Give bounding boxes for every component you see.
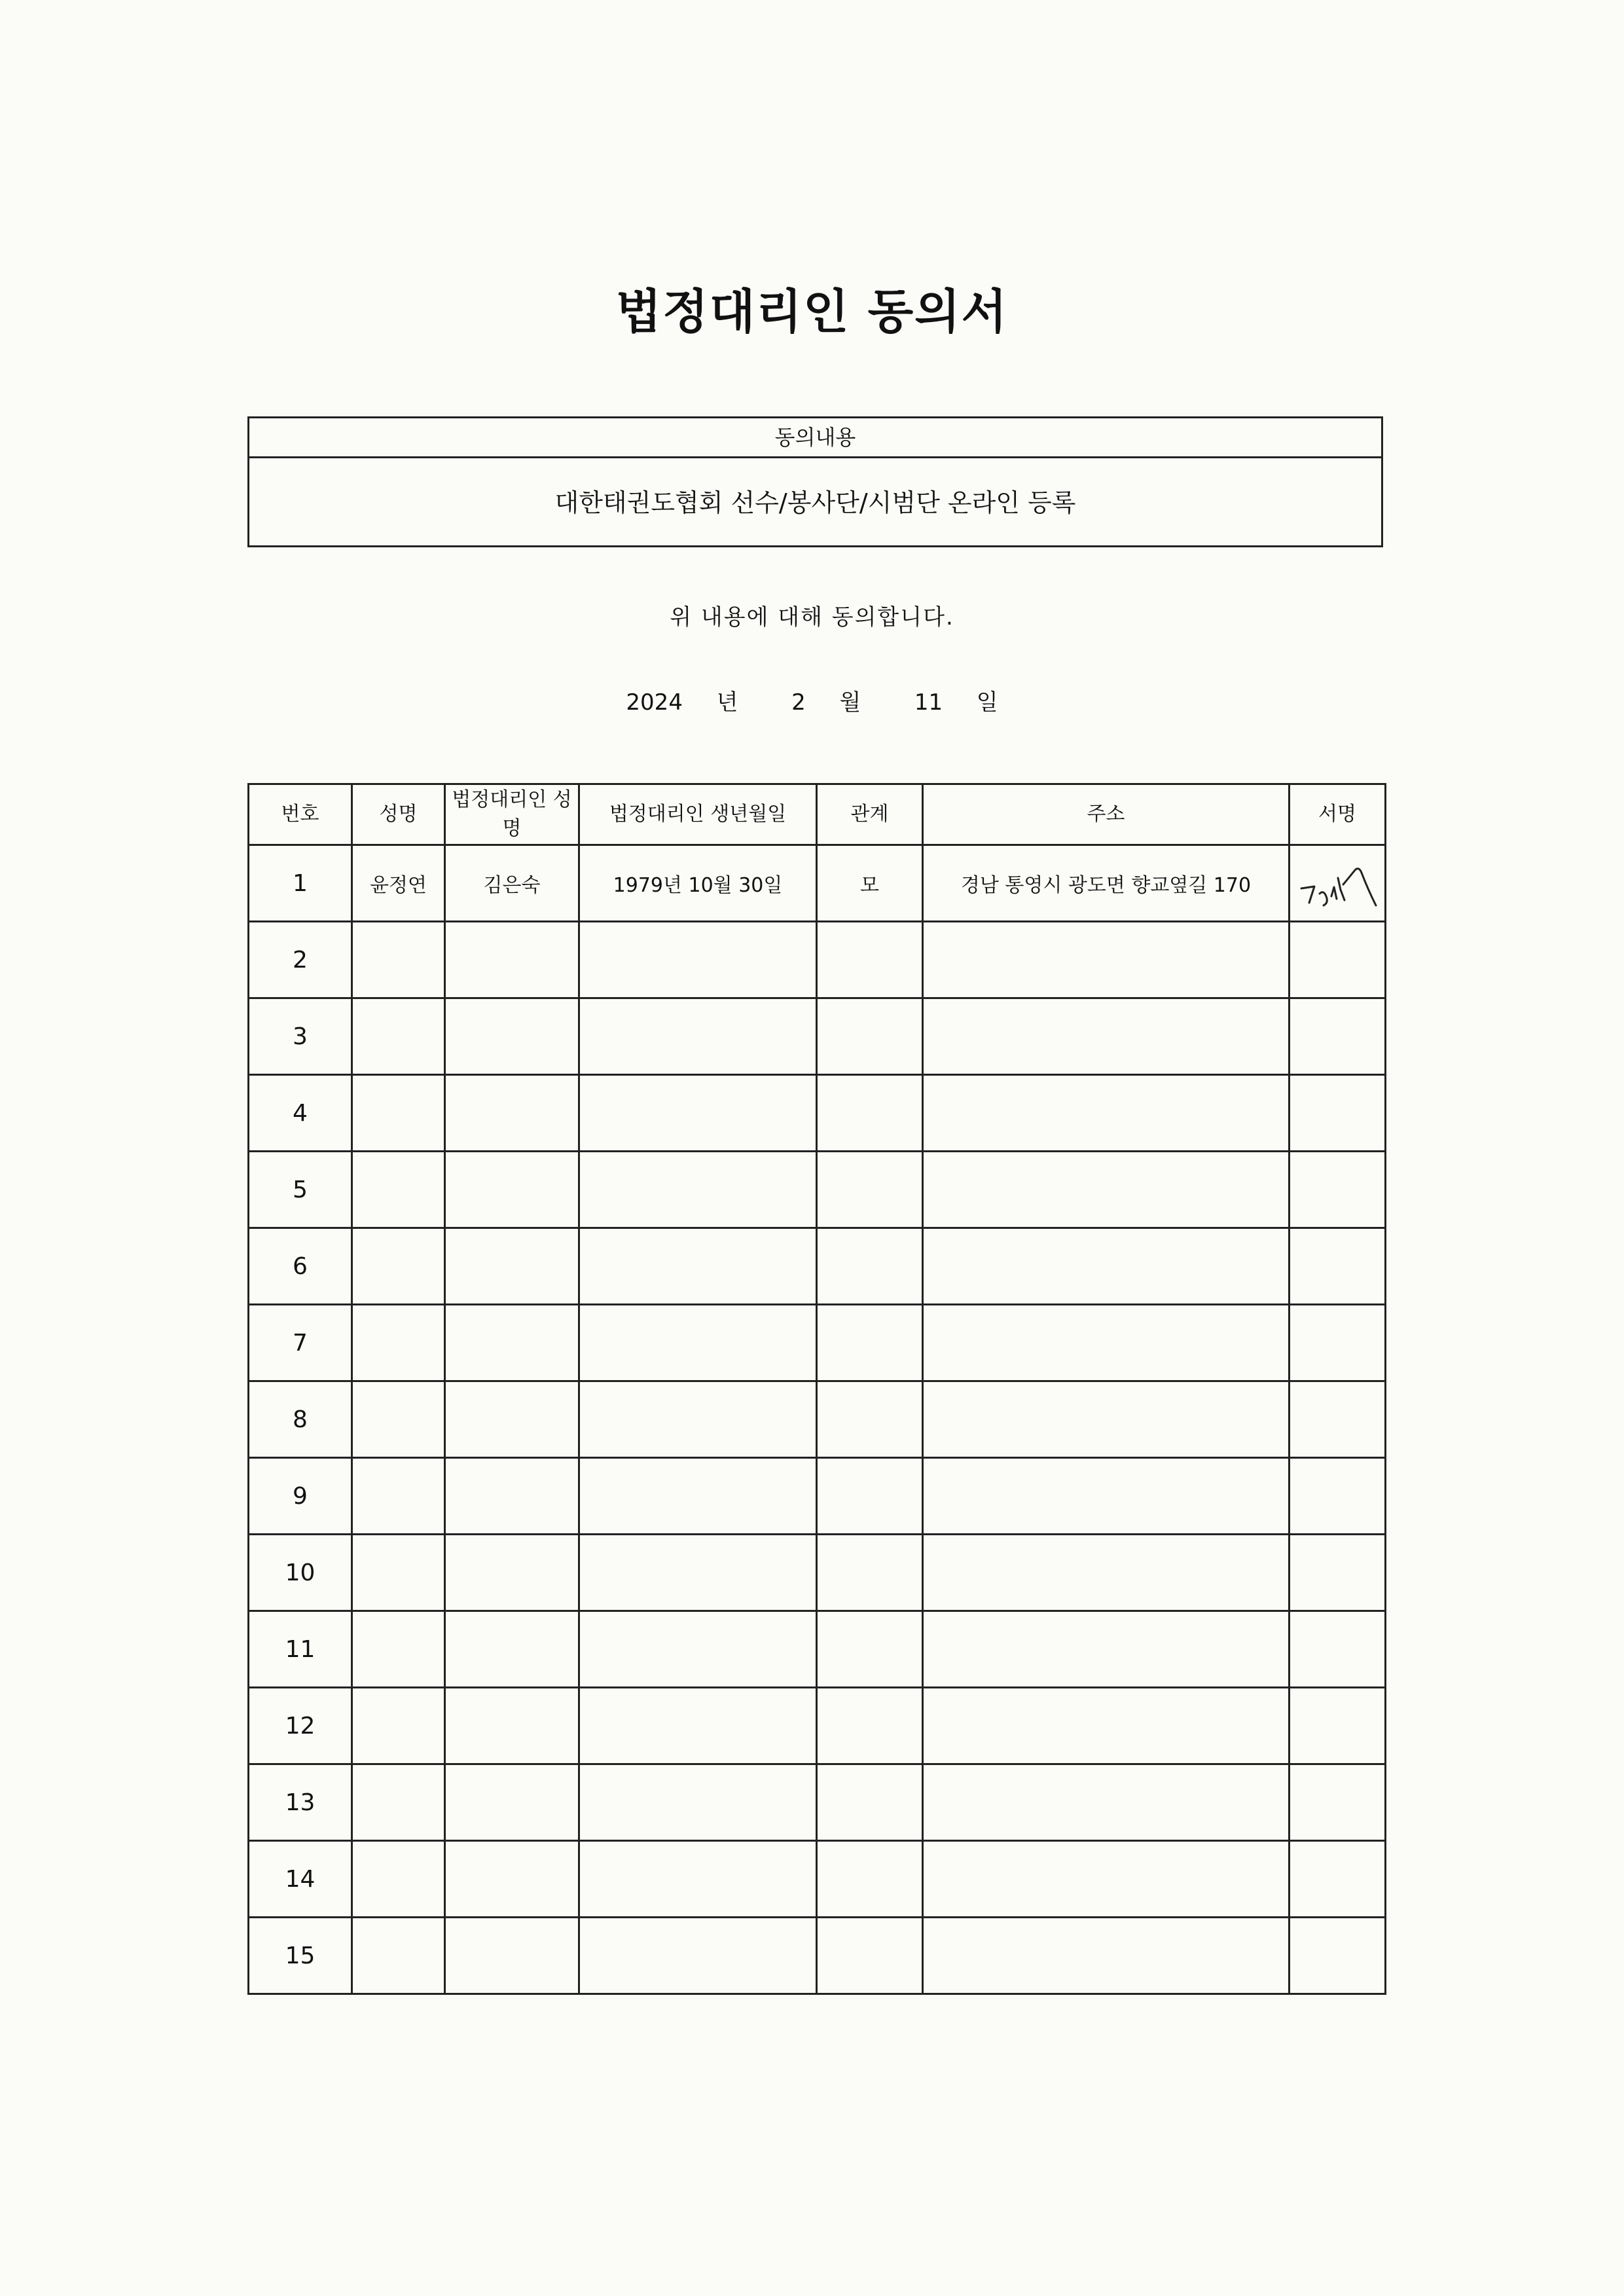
row-relation [817,1075,923,1152]
date-day: 11 [914,689,943,716]
document-title: 법정대리인 동의서 [615,283,1009,339]
table-row [249,1535,1386,1611]
header-number: 번호 [249,784,352,845]
row-guardian-name: 김은숙 [445,845,579,922]
row-relation [817,1152,923,1228]
row-name [352,922,445,998]
row-number: 3 [249,998,352,1075]
row-address [923,1918,1290,1994]
row-guardian-birth [579,1841,817,1918]
row-guardian-name [445,1228,579,1305]
date-year-unit: 년 [716,689,738,716]
agreement-statement: 위 내용에 대해 동의합니다. [670,604,954,630]
row-signature [1290,1305,1386,1381]
row-address [923,1688,1290,1764]
table-row [249,1458,1386,1535]
row-guardian-name [445,1918,579,1994]
row-guardian-birth [579,1305,817,1381]
row-signature [1290,1611,1386,1688]
date-day-unit: 일 [976,689,998,716]
row-guardian-name [445,1305,579,1381]
consent-content: 대한태권도협회 선수/봉사단/시범단 온라인 등록 [554,488,1076,517]
row-relation [817,1381,923,1458]
row-relation [817,1918,923,1994]
row-relation: 모 [817,845,923,922]
row-number: 14 [249,1841,352,1918]
handwritten-signature [1295,850,1380,916]
guardian-table [247,783,1386,1995]
row-address [923,1381,1290,1458]
row-name [352,1535,445,1611]
row-guardian-name [445,1075,579,1152]
row-signature [1290,998,1386,1075]
row-address [923,1075,1290,1152]
row-number: 15 [249,1918,352,1994]
table-row [249,1305,1386,1381]
row-relation [817,1764,923,1841]
row-guardian-birth: 1979년 10월 30일 [579,845,817,922]
row-guardian-name [445,1688,579,1764]
row-signature [1290,1764,1386,1841]
row-guardian-birth [579,1075,817,1152]
row-signature [1290,1228,1386,1305]
row-name: 윤정연 [352,845,445,922]
row-relation [817,1688,923,1764]
row-address [923,1228,1290,1305]
row-guardian-birth [579,1918,817,1994]
row-address [923,922,1290,998]
table-row [249,998,1386,1075]
row-name [352,998,445,1075]
row-guardian-birth [579,1535,817,1611]
row-name [352,1381,445,1458]
row-guardian-birth [579,1764,817,1841]
row-signature [1290,1535,1386,1611]
row-relation [817,1611,923,1688]
row-relation [817,1841,923,1918]
row-relation [817,1228,923,1305]
row-address [923,1841,1290,1918]
row-signature [1290,1075,1386,1152]
row-guardian-name [445,1841,579,1918]
date-line [0,684,1624,716]
row-name [352,1075,445,1152]
row-name [352,1918,445,1994]
row-name [352,1228,445,1305]
row-signature [1290,1458,1386,1535]
row-signature [1290,1841,1386,1918]
row-name [352,1764,445,1841]
row-name [352,1458,445,1535]
row-number: 1 [249,845,352,922]
row-number: 2 [249,922,352,998]
row-address [923,1535,1290,1611]
date-year: 2024 [626,689,683,716]
row-guardian-name [445,998,579,1075]
table-row [249,1075,1386,1152]
row-number: 11 [249,1611,352,1688]
row-guardian-birth [579,1688,817,1764]
row-number: 5 [249,1152,352,1228]
header-relation: 관계 [817,784,923,845]
row-address [923,1764,1290,1841]
row-guardian-name [445,1458,579,1535]
row-address [923,1458,1290,1535]
row-name [352,1611,445,1688]
table-row [249,1688,1386,1764]
header-signature: 서명 [1290,784,1386,845]
table-row [249,922,1386,998]
row-guardian-name [445,1381,579,1458]
row-number: 7 [249,1305,352,1381]
row-signature [1290,1381,1386,1458]
row-guardian-birth [579,998,817,1075]
row-name [352,1305,445,1381]
row-signature [1290,1688,1386,1764]
row-address [923,1611,1290,1688]
row-guardian-name [445,922,579,998]
row-number: 13 [249,1764,352,1841]
table-row [249,845,1386,922]
date-month-unit: 월 [839,689,861,716]
row-guardian-birth [579,1381,817,1458]
header-guardian-birth: 법정대리인 생년월일 [579,784,817,845]
table-row [249,1152,1386,1228]
header-name: 성명 [352,784,445,845]
row-guardian-name [445,1611,579,1688]
row-guardian-birth [579,1152,817,1228]
consent-header: 동의내용 [249,418,1381,458]
row-guardian-name [445,1764,579,1841]
row-relation [817,922,923,998]
row-relation [817,1305,923,1381]
row-relation [817,998,923,1075]
row-relation [817,1535,923,1611]
row-address [923,1152,1290,1228]
table-row [249,1918,1386,1994]
row-guardian-birth [579,1611,817,1688]
row-number: 4 [249,1075,352,1152]
date-month: 2 [791,689,806,716]
table-row [249,1841,1386,1918]
row-name [352,1688,445,1764]
row-signature [1290,1152,1386,1228]
row-number: 8 [249,1381,352,1458]
row-number: 9 [249,1458,352,1535]
table-row [249,1381,1386,1458]
table-row [249,1611,1386,1688]
row-guardian-name [445,1535,579,1611]
row-signature [1290,1918,1386,1994]
row-guardian-birth [579,922,817,998]
table-row [249,1228,1386,1305]
row-signature [1290,922,1386,998]
row-guardian-birth [579,1228,817,1305]
row-number: 10 [249,1535,352,1611]
consent-box [247,416,1383,547]
row-guardian-birth [579,1458,817,1535]
row-name [352,1152,445,1228]
row-name [352,1841,445,1918]
row-signature [1290,845,1386,922]
table-row [249,1764,1386,1841]
row-number: 12 [249,1688,352,1764]
header-guardian-name: 법정대리인 성명 [445,784,579,845]
row-address [923,998,1290,1075]
row-address [923,1305,1290,1381]
header-address: 주소 [923,784,1290,845]
row-number: 6 [249,1228,352,1305]
row-guardian-name [445,1152,579,1228]
table-header-row [249,784,1386,845]
row-relation [817,1458,923,1535]
row-address: 경남 통영시 광도면 향교옆길 170 [923,845,1290,922]
